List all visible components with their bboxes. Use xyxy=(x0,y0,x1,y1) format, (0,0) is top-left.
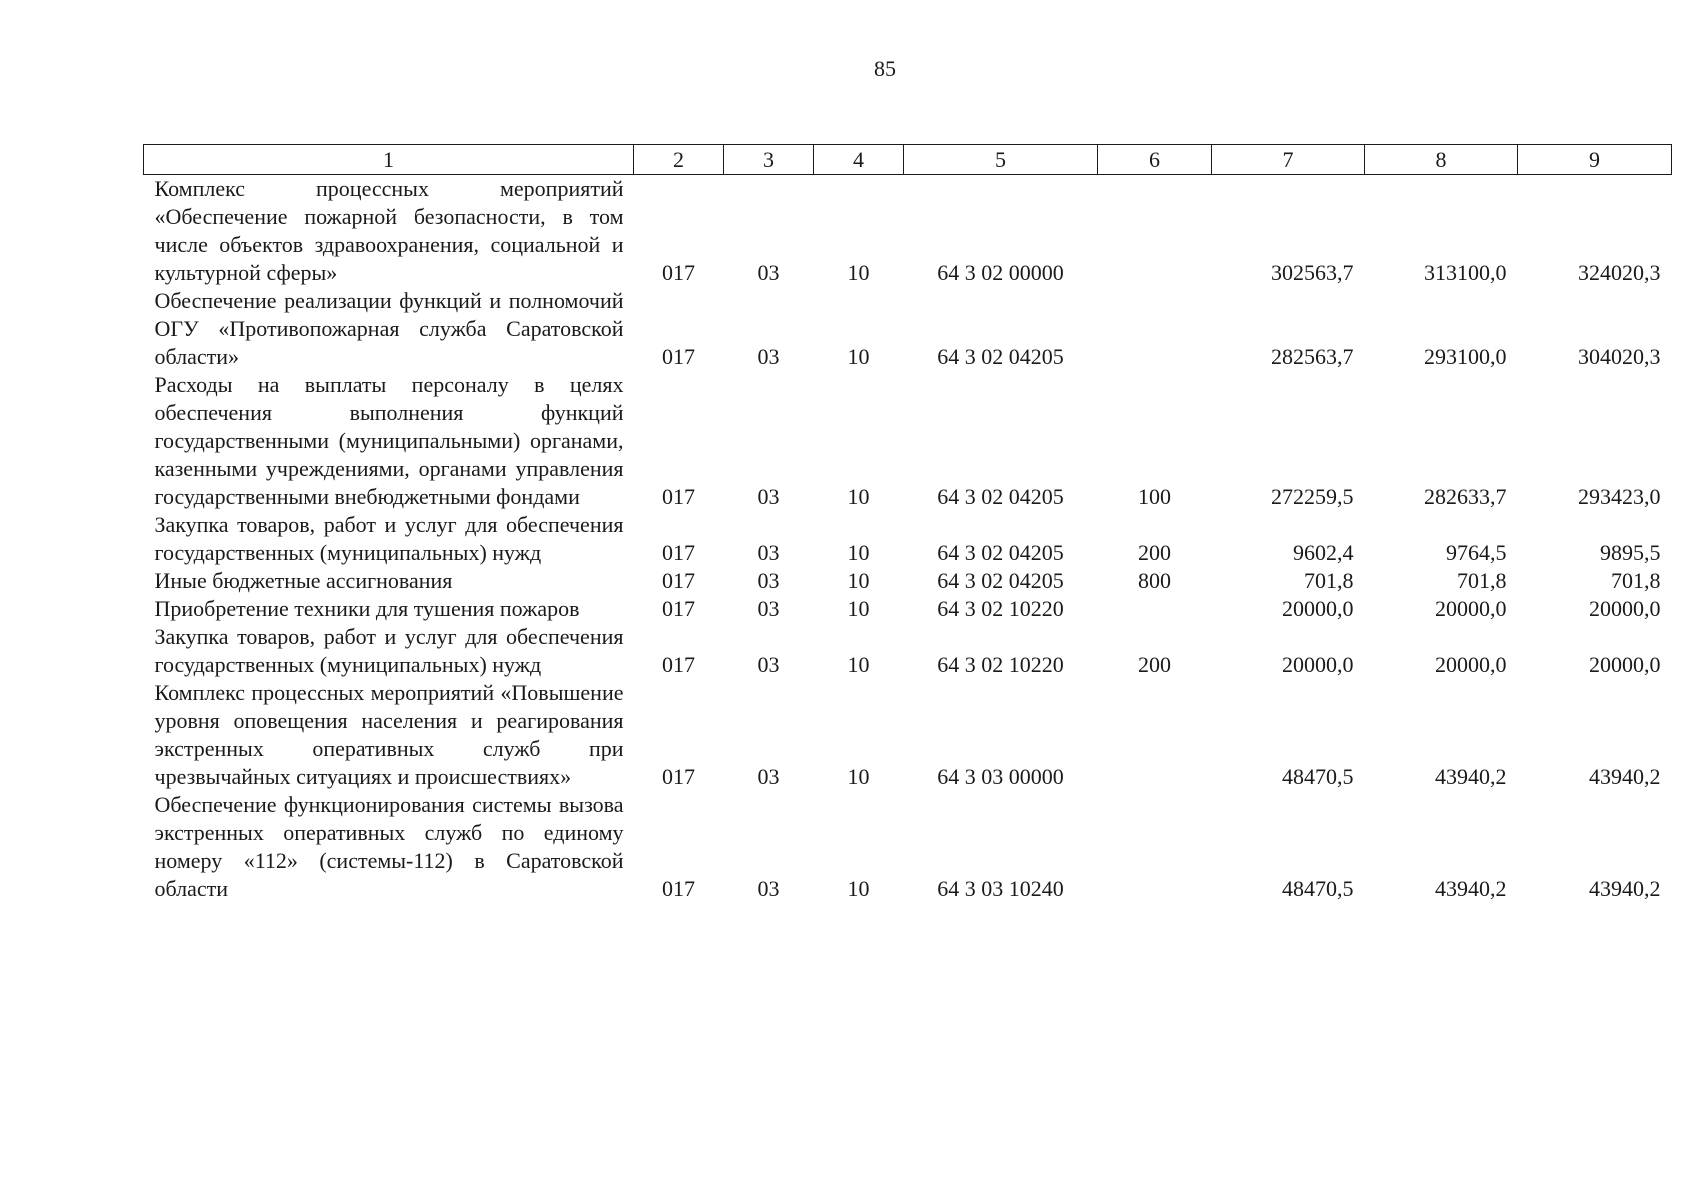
row-name: Обеспечение реализации функций и полномочий ОГУ «Противопожарная служба Саратовской области» xyxy=(154,288,624,369)
row-value-col7: 9602,4 xyxy=(1293,540,1354,565)
row-value-col9: 304020,3 xyxy=(1578,344,1661,369)
row-target-article: 64 3 02 10220 xyxy=(937,652,1064,677)
row-target-article: 64 3 02 10220 xyxy=(937,596,1064,621)
table-header-row xyxy=(144,145,1672,175)
row-section: 03 xyxy=(757,568,780,593)
row-value-col7: 302563,7 xyxy=(1271,260,1354,285)
row-name: Закупка товаров, работ и услуг для обеспечения государственных (муниципальных) нужд xyxy=(154,624,624,677)
row-expense-type xyxy=(1098,175,1212,288)
row-name: Комплекс процессных мероприятий «Повышение уровня оповещения населения и реагирования экстренных оперативных служб при чрезвычайных ситуациях и происшествиях» xyxy=(154,680,624,789)
row-name: Расходы на выплаты персоналу в целях обеспечения выполнения функций государственными (муниципальными) органами, казенными учреждениями, органами управления государственными внебюджетными фондами xyxy=(154,372,624,509)
row-expense-type xyxy=(1098,287,1212,371)
row-value-col8: 313100,0 xyxy=(1424,260,1507,285)
row-value-col9: 701,8 xyxy=(1611,568,1661,593)
column-header: 2 xyxy=(634,145,724,175)
row-admin-code: 017 xyxy=(662,764,695,789)
column-header: 3 xyxy=(724,145,814,175)
column-header: 9 xyxy=(1518,145,1672,175)
row-section: 03 xyxy=(757,540,780,565)
row-section: 03 xyxy=(757,596,780,621)
row-target-article: 64 3 02 00000 xyxy=(937,260,1064,285)
row-value-col9: 43940,2 xyxy=(1589,764,1661,789)
row-value-col9: 293423,0 xyxy=(1578,484,1661,509)
row-value-col8: 43940,2 xyxy=(1435,876,1507,901)
budget-table xyxy=(143,144,1672,903)
row-section: 03 xyxy=(757,260,780,285)
row-value-col7: 701,8 xyxy=(1304,568,1354,593)
row-value-col7: 20000,0 xyxy=(1282,652,1354,677)
row-subsection: 10 xyxy=(847,596,870,621)
row-admin-code: 017 xyxy=(662,568,695,593)
row-name: Закупка товаров, работ и услуг для обеспечения государственных (муниципальных) нужд xyxy=(154,512,624,565)
row-subsection: 10 xyxy=(847,764,870,789)
column-header: 6 xyxy=(1098,145,1212,175)
row-expense-type xyxy=(1098,679,1212,791)
table-row xyxy=(144,567,1672,595)
table-row xyxy=(144,623,1672,679)
row-target-article: 64 3 03 00000 xyxy=(937,764,1064,789)
table-row xyxy=(144,679,1672,791)
row-value-col9: 324020,3 xyxy=(1578,260,1661,285)
row-admin-code: 017 xyxy=(662,596,695,621)
table-row xyxy=(144,371,1672,511)
row-value-col7: 282563,7 xyxy=(1271,344,1354,369)
row-subsection: 10 xyxy=(847,260,870,285)
row-admin-code: 017 xyxy=(662,652,695,677)
row-value-col7: 20000,0 xyxy=(1282,596,1354,621)
row-admin-code: 017 xyxy=(662,344,695,369)
row-name: Иные бюджетные ассигнования xyxy=(154,568,453,593)
row-target-article: 64 3 02 04205 xyxy=(937,540,1064,565)
table-row xyxy=(144,791,1672,903)
row-section: 03 xyxy=(757,652,780,677)
row-admin-code: 017 xyxy=(662,876,695,901)
row-value-col9: 43940,2 xyxy=(1589,876,1661,901)
row-value-col8: 282633,7 xyxy=(1424,484,1507,509)
row-name: Комплекс процессных мероприятий «Обеспечение пожарной безопасности, в том числе объектов здравоохранения, социальной и культурной сферы» xyxy=(154,176,624,285)
row-section: 03 xyxy=(757,344,780,369)
row-name: Обеспечение функционирования системы вызова экстренных оперативных служб по единому номеру «112» (системы-112) в Саратовской области xyxy=(154,792,624,901)
column-header: 8 xyxy=(1365,145,1518,175)
row-expense-type xyxy=(1098,595,1212,623)
row-target-article: 64 3 03 10240 xyxy=(937,876,1064,901)
column-header: 1 xyxy=(144,145,634,175)
row-admin-code: 017 xyxy=(662,540,695,565)
row-subsection: 10 xyxy=(847,540,870,565)
table-row xyxy=(144,595,1672,623)
row-section: 03 xyxy=(757,876,780,901)
row-subsection: 10 xyxy=(847,484,870,509)
table-body xyxy=(144,175,1672,904)
row-expense-type: 800 xyxy=(1138,568,1171,593)
row-subsection: 10 xyxy=(847,344,870,369)
row-value-col9: 20000,0 xyxy=(1589,596,1661,621)
row-expense-type: 200 xyxy=(1138,652,1171,677)
table-row xyxy=(144,511,1672,567)
column-header: 7 xyxy=(1212,145,1365,175)
row-subsection: 10 xyxy=(847,876,870,901)
row-target-article: 64 3 02 04205 xyxy=(937,344,1064,369)
row-subsection: 10 xyxy=(847,652,870,677)
row-value-col8: 701,8 xyxy=(1457,568,1507,593)
row-value-col8: 9764,5 xyxy=(1446,540,1507,565)
column-header: 5 xyxy=(904,145,1098,175)
row-target-article: 64 3 02 04205 xyxy=(937,568,1064,593)
row-value-col8: 43940,2 xyxy=(1435,764,1507,789)
table-row xyxy=(144,287,1672,371)
row-admin-code: 017 xyxy=(662,260,695,285)
row-expense-type: 200 xyxy=(1138,540,1171,565)
row-value-col7: 272259,5 xyxy=(1271,484,1354,509)
row-section: 03 xyxy=(757,484,780,509)
column-header: 4 xyxy=(814,145,904,175)
row-target-article: 64 3 02 04205 xyxy=(937,484,1064,509)
row-value-col7: 48470,5 xyxy=(1282,876,1354,901)
row-expense-type: 100 xyxy=(1138,484,1171,509)
row-value-col7: 48470,5 xyxy=(1282,764,1354,789)
row-name: Приобретение техники для тушения пожаров xyxy=(154,596,580,621)
row-expense-type xyxy=(1098,791,1212,903)
row-subsection: 10 xyxy=(847,568,870,593)
row-admin-code: 017 xyxy=(662,484,695,509)
page-number: 85 xyxy=(874,56,896,81)
row-value-col9: 9895,5 xyxy=(1600,540,1661,565)
row-section: 03 xyxy=(757,764,780,789)
row-value-col8: 20000,0 xyxy=(1435,652,1507,677)
row-value-col8: 293100,0 xyxy=(1424,344,1507,369)
table-row xyxy=(144,175,1672,288)
row-value-col8: 20000,0 xyxy=(1435,596,1507,621)
row-value-col9: 20000,0 xyxy=(1589,652,1661,677)
